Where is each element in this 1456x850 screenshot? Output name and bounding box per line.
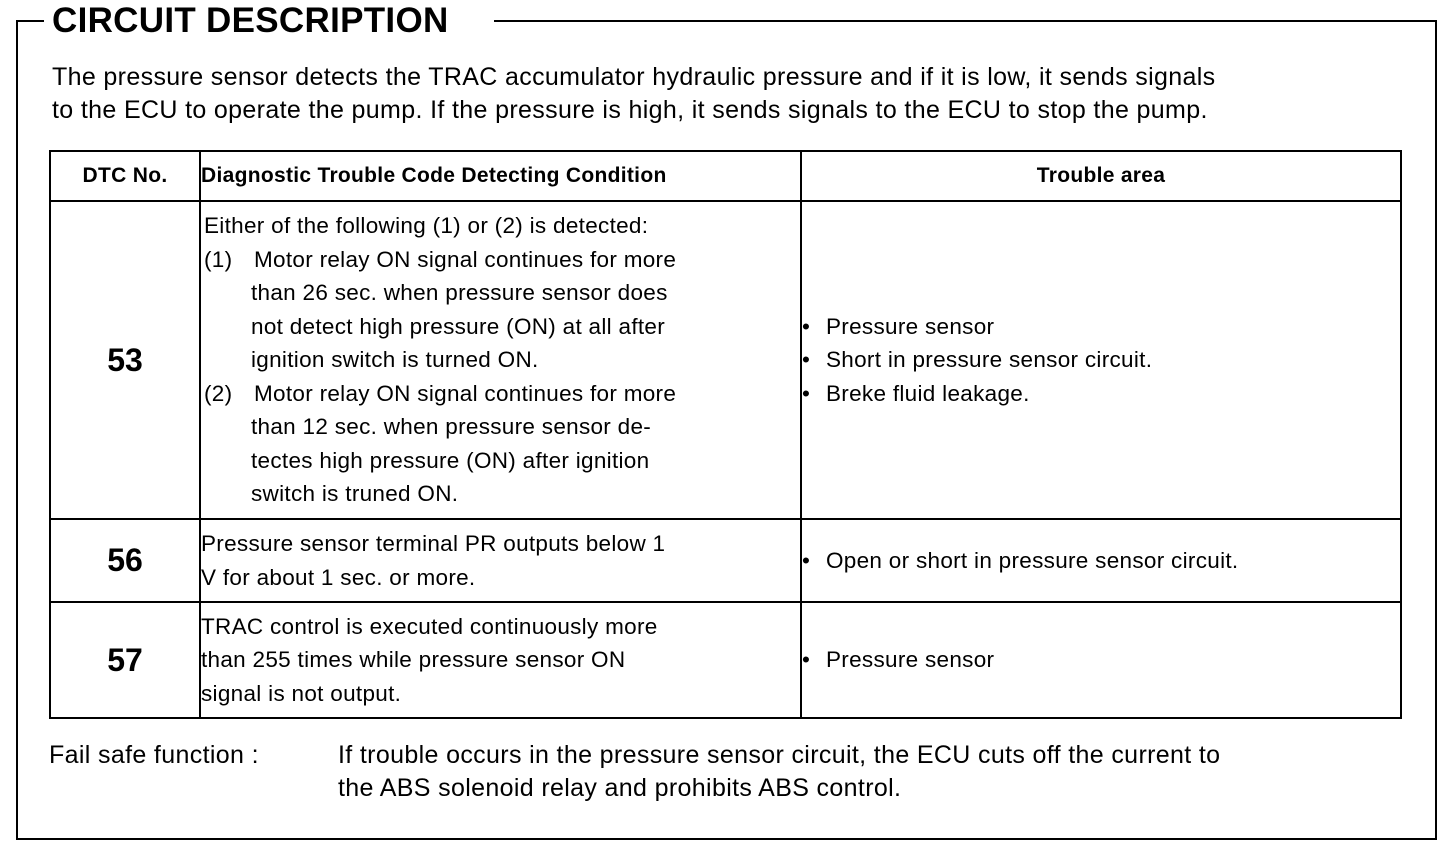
dtc-table — [49, 150, 1402, 719]
section-title: CIRCUIT DESCRIPTION — [52, 1, 449, 40]
intro-line: to the ECU to operate the pump. If the pressure is high, it sends signals to the ECU to stop the pump. — [52, 96, 1208, 124]
condition-line: Either of the following (1) or (2) is detected: — [204, 213, 649, 239]
condition-text: Motor relay ON signal continues for more — [254, 246, 677, 272]
detecting-condition — [200, 201, 801, 519]
dtc-code: 53 — [50, 201, 200, 519]
frame-top-rule-right — [494, 20, 1437, 22]
condition-line: Pressure sensor terminal PR outputs below 1 — [201, 531, 666, 556]
trouble-area-item: • Open or short in pressure sensor circuit. — [802, 544, 1400, 578]
trouble-area-item: • Short in pressure sensor circuit. — [802, 343, 1400, 377]
condition-line: tectes high pressure (ON) after ignition — [251, 447, 650, 473]
trouble-area — [801, 519, 1401, 602]
trouble-area — [801, 602, 1401, 718]
condition-line: not detect high pressure (ON) at all after — [251, 313, 666, 339]
bullet-icon: • — [802, 347, 811, 373]
condition-line: than 255 times while pressure sensor ON — [201, 647, 626, 673]
trouble-area — [801, 201, 1401, 519]
trouble-area-item: • Breke fluid leakage. — [802, 377, 1400, 411]
header-detecting-condition: Diagnostic Trouble Code Detecting Condition — [200, 151, 801, 201]
item-number: (1) — [204, 246, 233, 272]
condition-text: Motor relay ON signal continues for more — [254, 380, 677, 406]
table-row — [50, 602, 1401, 718]
header-dtc-no: DTC No. — [50, 151, 200, 201]
table-header-row — [50, 151, 1401, 201]
failsafe-line: If trouble occurs in the pressure sensor circuit, the ECU cuts off the current to — [338, 741, 1221, 769]
condition-line: than 12 sec. when pressure sensor de- — [251, 414, 652, 440]
intro-line: The pressure sensor detects the TRAC accumulator hydraulic pressure and if it is low, it sends signals — [52, 63, 1216, 91]
item-number: (2) — [204, 380, 233, 406]
condition-line: switch is truned ON. — [251, 481, 459, 507]
bullet-icon: • — [802, 547, 811, 573]
frame-top-rule-left — [16, 20, 44, 22]
failsafe-description — [338, 739, 1220, 805]
failsafe-line: the ABS solenoid relay and prohibits ABS control. — [338, 774, 902, 802]
bullet-icon: • — [802, 647, 811, 673]
circuit-intro — [52, 61, 1412, 127]
condition-line: than 26 sec. when pressure sensor does — [251, 280, 668, 306]
bullet-icon: • — [802, 313, 811, 339]
header-trouble-area: Trouble area — [801, 151, 1401, 201]
condition-line: ignition switch is turned ON. — [251, 347, 539, 373]
detecting-condition — [200, 602, 801, 718]
dtc-code: 57 — [50, 602, 200, 718]
failsafe-label: Fail safe function : — [49, 741, 259, 769]
table-row — [50, 519, 1401, 602]
condition-line: TRAC control is executed continuously more — [201, 613, 658, 639]
trouble-area-item: • Pressure sensor — [802, 310, 1400, 344]
bullet-icon: • — [802, 380, 811, 406]
trouble-area-item: • Pressure sensor — [802, 643, 1400, 677]
condition-line — [201, 377, 800, 411]
dtc-code: 56 — [50, 519, 200, 602]
detecting-condition — [200, 519, 801, 602]
condition-line: signal is not output. — [201, 680, 402, 706]
condition-line — [201, 243, 800, 277]
condition-line: V for about 1 sec. or more. — [201, 564, 476, 590]
table-row — [50, 201, 1401, 519]
